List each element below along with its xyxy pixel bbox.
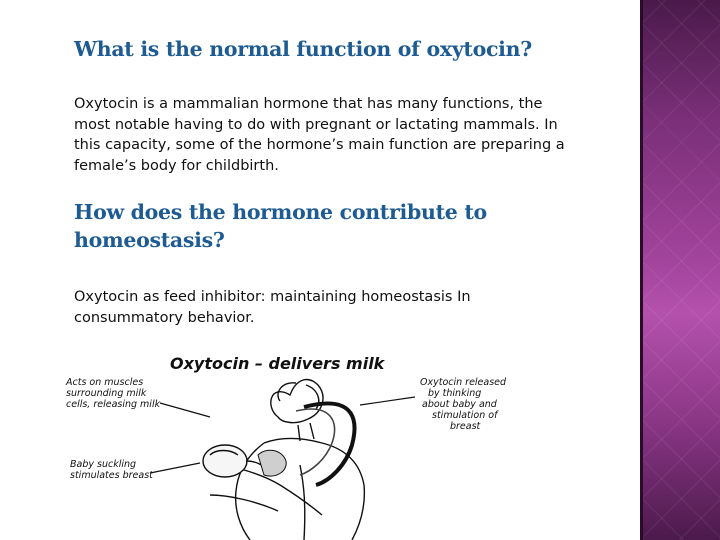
svg-text:Baby suckling: Baby suckling	[70, 459, 137, 470]
svg-text:breast: breast	[450, 421, 481, 432]
svg-text:by thinking: by thinking	[428, 388, 482, 399]
svg-text:Acts on muscles: Acts on muscles	[66, 377, 144, 388]
label-baby-suckling	[70, 459, 154, 481]
decorative-side-band	[640, 0, 720, 540]
svg-text:about baby and: about baby and	[422, 399, 497, 410]
heading-homeostasis: How does the hormone contribute to homeostasis?	[74, 200, 487, 252]
breast-shading	[258, 450, 286, 476]
label-oxytocin-released	[420, 377, 507, 432]
svg-text:surrounding milk: surrounding milk	[66, 388, 147, 399]
svg-text:cells, releasing milk: cells, releasing milk	[66, 399, 161, 410]
paragraph-oxytocin-function: Oxytocin is a mammalian hormone that has many functions, the most notable having to do with pregnant or lactating mammals. In this capacity, some of the hormone’s main function are preparing a female’s body for childbirth.	[74, 96, 565, 174]
diagram-title: Oxytocin – delivers milk	[170, 354, 385, 373]
label-acts-on-muscles	[65, 377, 161, 410]
paragraph-homeostasis: Oxytocin as feed inhibitor: maintaining homeostasis In consummatory behavior.	[74, 289, 471, 326]
heading-oxytocin-function: What is the normal function of oxytocin?	[74, 37, 532, 61]
svg-text:stimulation of: stimulation of	[432, 410, 498, 421]
svg-text:stimulates breast: stimulates breast	[70, 470, 153, 481]
svg-text:Oxytocin released: Oxytocin released	[420, 377, 507, 388]
oxytocin-diagram	[60, 345, 560, 540]
